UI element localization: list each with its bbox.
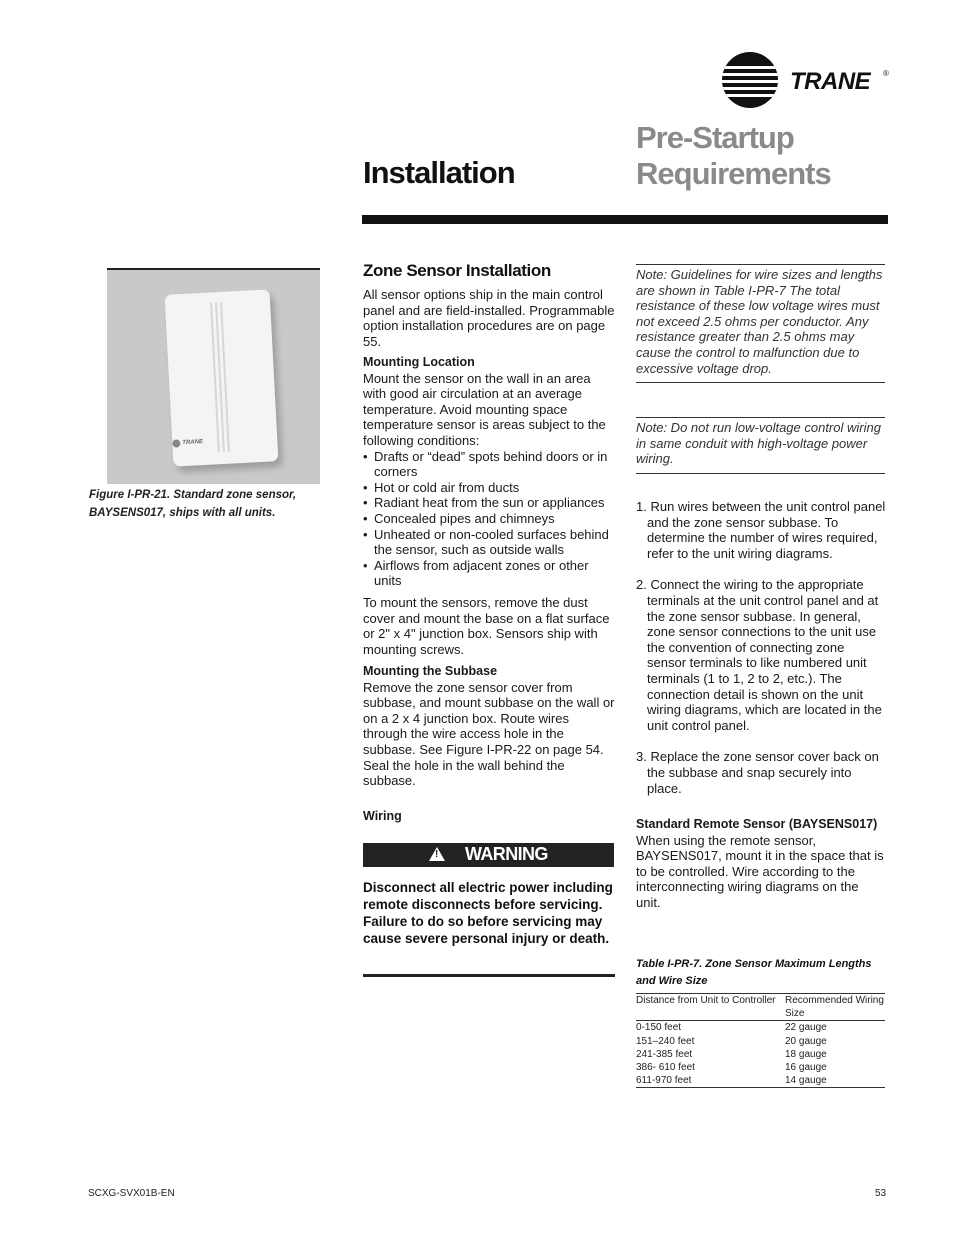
gauge-cell: 22 gauge: [785, 1022, 827, 1034]
mounting-location-section: [363, 355, 615, 589]
figure-caption: Figure I-PR-21. Standard zone sensor, BAYSENS017, ships with all units.: [89, 489, 297, 519]
wiring-step: 3. Replace the zone sensor cover back on the subbase and snap securely into place.: [636, 749, 879, 796]
table-header: [636, 994, 885, 1021]
warning-text: Disconnect all electric power including remote disconnects before servicing. Failure to do so before servicing may cause severe personal injury or death.: [363, 880, 613, 946]
mount-instructions: To mount the sensors, remove the dust cover and mount the base on a flat surface or 2" x 4" junction box. Sensors ship with mounting screws.: [363, 595, 610, 657]
wiring-step: 2. Connect the wiring to the appropriate terminals at the unit control panel and at the zone sensor subbase. In general, zone sensor connections to the unit use the convention of connecting zone sensor terminals to like numbered unit terminals (1 to 1, 2 to 2, etc.). The connection detail is shown on the unit wiring diagrams, which are located in the unit control panel.: [636, 577, 882, 733]
column-header: Recommended Wiring Size: [785, 995, 884, 1020]
list-item: • Unheated or non-cooled surfaces behind the sensor, such as outside walls: [363, 527, 615, 558]
table-caption: Table I-PR-7. Zone Sensor Maximum Lengths and Wire Size: [636, 958, 872, 987]
column-header: Distance from Unit to Controller: [636, 995, 776, 1006]
conduit-note: Note: Do not run low-voltage control wiring in same conduit with high-voltage power wiring.: [636, 417, 885, 474]
header-divider: [362, 215, 888, 224]
page-number: 53: [875, 1188, 887, 1199]
list-item: • Concealed pipes and chimneys: [363, 511, 615, 527]
distance-cell: 0-150 feet: [636, 1022, 682, 1034]
list-item: • Hot or cold air from ducts: [363, 480, 615, 496]
sensor-logo-text: TRANE: [182, 439, 204, 447]
warning-divider: [363, 974, 615, 977]
warning-symbol: !: [435, 849, 439, 860]
registered-mark: ®: [883, 69, 889, 78]
list-item: • Airflows from adjacent zones or other units: [363, 558, 615, 589]
zone-sensor-image: [165, 289, 279, 466]
distance-cell: 151–240 feet: [636, 1035, 695, 1047]
wiring-step: 1. Run wires between the unit control panel and the zone sensor subbase. To determine the number of wires required, refer to the unit wiring diagrams.: [636, 499, 886, 561]
table-row: [636, 1061, 885, 1074]
distance-cell: 241-385 feet: [636, 1048, 693, 1060]
gauge-cell: 14 gauge: [785, 1075, 827, 1087]
section-title: Pre-Startup Requirements: [636, 120, 831, 191]
remote-sensor-heading: Standard Remote Sensor (BAYSENS017): [636, 817, 878, 831]
remote-sensor-section: [636, 817, 886, 911]
logo-text: TRANE: [790, 68, 871, 95]
zone-sensor-photo: [107, 268, 320, 484]
warning-banner: [363, 843, 614, 867]
subbase-heading: Mounting the Subbase: [363, 664, 498, 678]
sensor-logo-icon: [172, 439, 180, 447]
mounting-location-heading: Mounting Location: [363, 355, 475, 369]
chapter-title: Installation: [363, 155, 515, 190]
subbase-text: Remove the zone sensor cover from subbase, and mount subbase on the wall or on a 2 x 4 junction box. Route wires through the wire access hole in the subbase. See Figure I-PR-22 on page 54. Seal the hole in the wall behind the subbase.: [363, 679, 615, 789]
gauge-cell: 18 gauge: [785, 1048, 827, 1060]
warning-label: WARNING: [465, 844, 548, 864]
wiring-heading: Wiring: [363, 809, 402, 823]
document-id: SCXG-SVX01B-EN: [88, 1188, 175, 1199]
zone-sensor-intro: All sensor options ship in the main control panel and are field-installed. Programmable option installation procedures are on page 55.: [363, 287, 615, 349]
wiring-steps: [636, 499, 886, 796]
mounting-location-text: Mount the sensor on the wall in an area with good air circulation at an average temperature. Avoid mounting space temperature sensor is areas subject to the following conditions:: [363, 370, 606, 448]
wire-size-table: [636, 993, 885, 1088]
wire-size-note: Note: Guidelines for wire sizes and lengths are shown in Table I-PR-7 The total resistance of these low voltage wires must not exceed 2.5 ohms per conductor. Any resistance greater than 2.5 ohms may cause the control to malfunction due to excessive voltage drop.: [636, 264, 885, 383]
distance-cell: 386- 610 feet: [636, 1062, 695, 1074]
table-row: [636, 1074, 885, 1087]
remote-sensor-text: When using the remote sensor, BAYSENS017, mount it in the space that is to be controlled. Wire according to the interconnecting wiring diagrams on the unit.: [636, 832, 884, 910]
gauge-cell: 16 gauge: [785, 1062, 827, 1074]
table-row: [636, 1048, 885, 1061]
table-row: [636, 1021, 885, 1034]
subbase-section: [363, 664, 615, 789]
gauge-cell: 20 gauge: [785, 1035, 827, 1047]
table-row: [636, 1035, 885, 1048]
trane-logo: [722, 52, 892, 110]
list-item: • Drafts or “dead” spots behind doors or in corners: [363, 449, 615, 480]
distance-cell: 611-970 feet: [636, 1075, 692, 1087]
list-item: • Radiant heat from the sun or appliances: [363, 495, 615, 511]
conditions-list: [363, 449, 615, 589]
trane-logo-icon: [722, 52, 778, 108]
zone-sensor-heading: Zone Sensor Installation: [363, 261, 551, 280]
